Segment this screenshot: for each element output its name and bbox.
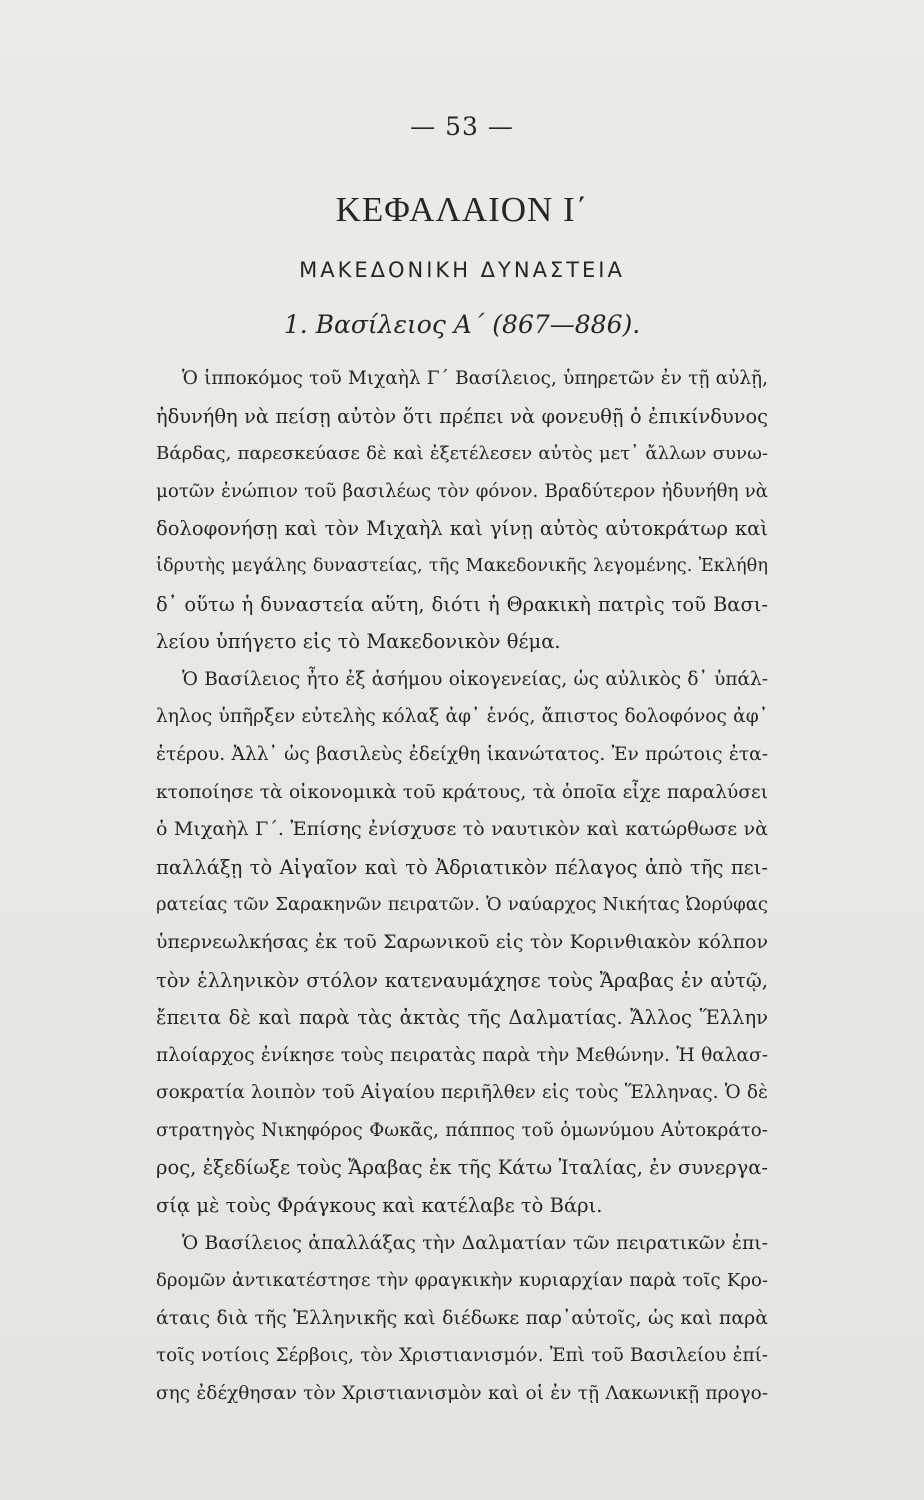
text-line: ἠδυνήθη νὰ πείσῃ αὐτὸν ὅτι πρέπει νὰ φονευθῇ ὁ ἐπικίνδυνος [156, 404, 768, 428]
text-line: Ὁ Βασίλειος ἦτο ἐξ ἀσήμου οἰκογενείας, ὡς αὐλικὸς δ᾽ ὑπάλ- [182, 668, 768, 690]
text-line: σης ἐδέχθησαν τὸν Χριστιανισμὸν καὶ οἱ ἐν τῇ Λακωνικῇ προγο- [156, 1383, 768, 1405]
section-title: 1. Βασίλειος Α΄ (867—886). [283, 310, 641, 339]
text-line: δ᾽ οὕτω ἡ δυναστεία αὕτη, διότι ἡ Θρακικὴ πατρὶς τοῦ Βασι- [156, 592, 768, 616]
text-line: ρατείας τῶν Σαρακηνῶν πειρατῶν. Ὁ ναύαρχος Νικήτας Ὠορύφας [156, 894, 768, 916]
text-line: ἔπειτα δὲ καὶ παρὰ τὰς ἀκτὰς τῆς Δαλματίας. Ἄλλος Ἕλλην [156, 1006, 768, 1030]
dynasty-title: ΜΑΚΕΔΟΝΙΚΗ ΔΥΝΑΣΤΕΙΑ [299, 258, 625, 282]
text-line: τὸν ἑλληνικὸν στόλον κατεναυμάχησε τοὺς Ἄραβας ἐν αὐτῷ, [156, 968, 768, 992]
text-line: ἱδρυτὴς μεγάλης δυναστείας, τῆς Μακεδονικῆς λεγομένης. Ἐκλήθη [156, 555, 768, 576]
text-line: άταις διὰ τῆς Ἑλληνικῆς καὶ διέδωκε παρ᾽αὐτοῖς, ὡς καὶ παρὰ [156, 1306, 768, 1329]
text-line: σίᾳ μὲ τοὺς Φράγκους καὶ κατέλαβε τὸ Βάρι. [156, 1194, 603, 1218]
page-number: — 53 — [410, 112, 514, 141]
text-line: δρομῶν ἀντικατέστησε τὴν φραγκικὴν κυριαρχίαν παρὰ τοῖς Κρο- [156, 1270, 768, 1292]
paragraph-2 [156, 661, 768, 1225]
paragraph-3 [156, 1225, 768, 1413]
text-line: Ὁ ἱπποκόμος τοῦ Μιχαὴλ Γ΄ Βασίλειος, ὑπηρετῶν ἐν τῇ αὐλῇ, [182, 368, 768, 389]
text-line: Ὁ Βασίλειος ἀπαλλάξας τὴν Δαλματίαν τῶν πειρατικῶν ἐπι- [182, 1232, 768, 1254]
text-line: δολοφονήσῃ καὶ τὸν Μιχαὴλ καὶ γίνῃ αὐτὸς αὐτοκράτωρ καὶ [156, 517, 768, 541]
text-line: λείου ὑπήγετο εἰς τὸ Μακεδονικὸν θέμα. [156, 630, 561, 654]
text-line: μοτῶν ἐνώπιον τοῦ βασιλέως τὸν φόνον. Βραδύτερον ἠδυνήθη νὰ [156, 480, 768, 502]
text-line: κτοποίησε τὰ οἰκονομικὰ τοῦ κράτους, τὰ ὁποῖα εἶχε παραλύσει [156, 781, 768, 803]
text-line: στρατηγὸς Νικηφόρος Φωκᾶς, πάππος τοῦ ὁμωνύμου Αὐτοκράτο- [156, 1119, 768, 1141]
text-line: παλλάξῃ τὸ Αἰγαῖον καὶ τὸ Ἀδριατικὸν πέλαγος ἀπὸ τῆς πει- [156, 855, 768, 879]
text-line: ὁ Μιχαὴλ Γ΄. Ἐπίσης ἐνίσχυσε τὸ ναυτικὸν καὶ κατώρθωσε νὰ [156, 818, 768, 841]
text-line: ρος, ἐξεδίωξε τοὺς Ἄραβας ἐκ τῆς Κάτω Ἰταλίας, ἐν συνεργα- [156, 1156, 768, 1180]
text-line: πλοίαρχος ἐνίκησε τοὺς πειρατὰς παρὰ τὴν Μεθώνην. Ἡ θαλασ- [156, 1044, 768, 1066]
text-line: ὑπερνεωλκήσας ἐκ τοῦ Σαρωνικοῦ εἰς τὸν Κορινθιακὸν κόλπον [156, 930, 768, 953]
paragraph-1 [156, 360, 768, 661]
text-line: τοῖς νοτίοις Σέρβοις, τὸν Χριστιανισμόν. Ἐπὶ τοῦ Βασιλείου ἐπί- [156, 1345, 768, 1367]
chapter-title: ΚΕΦΑΛΑΙΟΝ Ι΄ [335, 190, 589, 229]
body-text [156, 360, 768, 1413]
text-line: Βάρδας, παρεσκεύασε δὲ καὶ ἐξετέλεσεν αὐτὸς μετ᾽ ἄλλων συνω- [156, 443, 768, 465]
text-line: σοκρατία λοιπὸν τοῦ Αἰγαίου περιῆλθεν εἰς τοὺς Ἕλληνας. Ὁ δὲ [156, 1082, 768, 1104]
text-line: ληλος ὑπῆρξεν εὐτελὴς κόλαξ ἀφ᾽ ἑνός, ἄπιστος δολοφόνος ἀφ᾽ [156, 706, 768, 728]
text-line: ἑτέρου. Ἀλλ᾽ ὡς βασιλεὺς ἐδείχθη ἱκανώτατος. Ἐν πρώτοις ἐτα- [156, 743, 768, 765]
